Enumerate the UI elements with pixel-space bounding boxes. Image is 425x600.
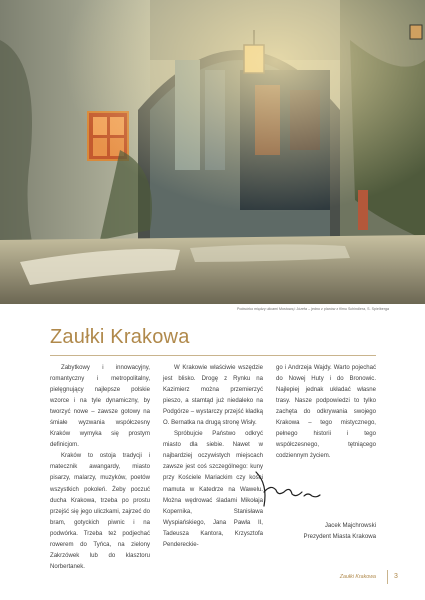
paragraph: W Krakowie właściwie wszędzie jest blisko. Drogę z Rynku na Kazimierz można przemierzyć pieszo, a stamtąd już niedaleko na Podgórze – wystarczy przejść kładką O. Bernatka na drugą stronę Wisły. <box>163 365 263 427</box>
paragraph: Kraków to ostoja tradycji i matecznik awangardy, miasto pisarzy, malarzy, muzyków, poetów wszystkich pokoleń. Żeby poczuć ducha Krakowa, trzeba po prostu przejść się jego uliczkami, zajrzeć do bram, gotyckich piwnic i na podwórka. Trzeba też podjechać rowerem do Tyńca, na zielony Zakrzówek lub do klasztoru Norbertanek. <box>50 453 150 570</box>
signatory-role: Prezydent Miasta Krakowa <box>303 533 376 540</box>
text-column-3 <box>276 363 376 462</box>
title-divider <box>50 355 376 356</box>
paragraph: go i Andrzeja Wajdy. Warto pojechać do Nowej Huty i do Bronowic. Najlepiej jednak układać własne trasy. Nasze podpowiedzi to tylko zachęta do odkrywania swojego Krakowa – tego mistycznego, pełnego historii i tego współczesnego, tętniącego codziennym życiem. <box>276 365 376 460</box>
footer-section-label: Zaułki Krakowa <box>339 574 376 580</box>
page-number: 3 <box>394 573 398 580</box>
paragraph: Zabytkowy i innowacyjny, romantyczny i metropolitalny, pielęgnujący najlepsze polskie wzorce i na tyle dynamiczny, by tworzyć nowe – zawsze gotowy na śmiałe wyzwania współczesny Kraków wymyka się prostym definicjom. <box>50 365 150 449</box>
footer-divider <box>387 570 388 584</box>
paragraph: Spróbujcie Państwo odkryć miasto dla siebie. Nawet w najbardziej oczywistych miejscach zawsze jest coś szczególnego: kuny przy Kościele Mariackim czy kości mamuta w Katedrze na Wawelu. Można wędrować śladami Mikołaja Kopernika, Stanisława Wyspiańskiego, Jana Pawła II, Tadeusza Kantora, Krzysztofa Pendereckie- <box>163 431 263 548</box>
signatory-name: Jacek Majchrowski <box>324 522 376 529</box>
handwritten-signature <box>246 462 336 517</box>
text-column-1 <box>50 363 150 573</box>
text-column-2 <box>163 363 263 551</box>
signatory <box>304 520 376 542</box>
page-title: Zaułki Krakowa <box>50 326 190 348</box>
photo-caption: Podwórko między ulicami Mostową i Józefa – jedno z planów z filmu Schindlera, S. Spielberga <box>236 307 389 311</box>
